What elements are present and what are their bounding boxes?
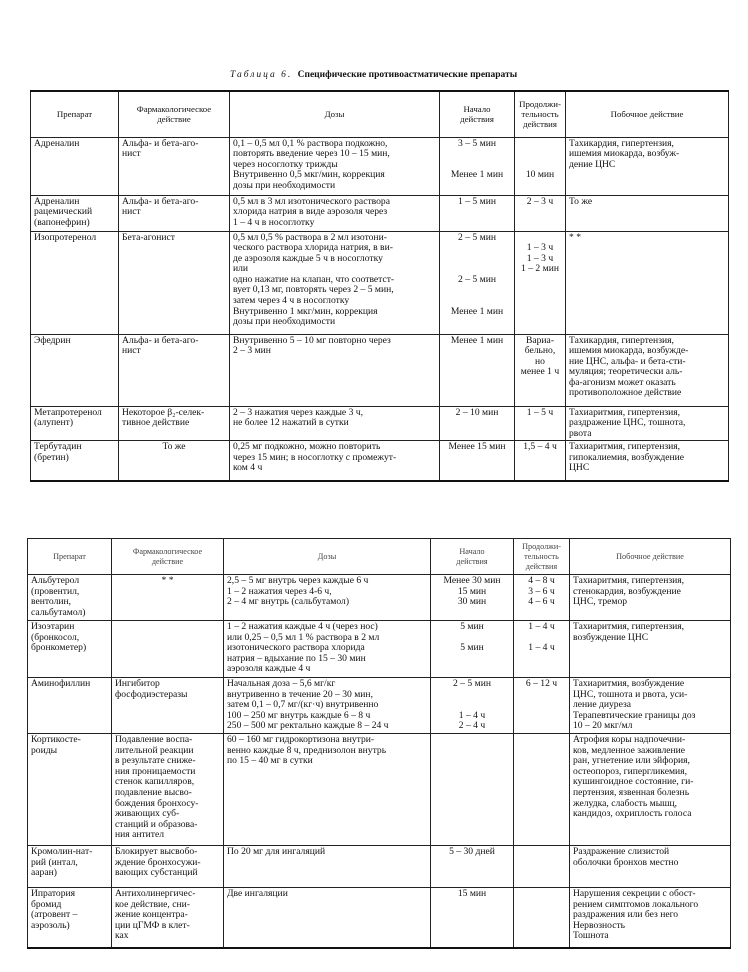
header-duration: Продолжи- тельность действия (515, 91, 566, 137)
pharmacological-action: Ингибитор фосфодиэстеразы (112, 678, 224, 734)
drug-name: Ипратория бромид (атровент – аэрозоль) (28, 888, 112, 948)
drug-name: Адреналин (31, 137, 119, 195)
onset: 5 – 30 дней (431, 846, 514, 888)
side-effects: * * (566, 231, 729, 334)
header-doses: Дозы (230, 91, 440, 137)
pharmacological-action: То же (119, 441, 230, 481)
doses: Начальная доза – 5,6 мг/кг внутривенно в течение 20 – 30 мин, затем 0,1 – 0,7 мг/(кг·ч) внутривенно 100 – 250 мг внутрь каждые 6 – 8 ч 250 – 500 мг ректально каждые 8 – 24 ч (224, 678, 431, 734)
side-effects: Нарушения секреции с обост- рением симптомов локального раздражения или без него Нервозность Тошнота (570, 888, 731, 948)
drug-name: Кромолин-нат- рий (интал, ааран) (28, 846, 112, 888)
doses: 60 – 160 мг гидрокортизона внутри- венно каждые 8 ч, преднизолон внутрь по 15 – 40 мг в сутки (224, 734, 431, 846)
drug-name: Аминофиллин (28, 678, 112, 734)
doses: 0,5 мл в 3 мл изотонического раствора хлорида натрия в виде аэрозоля через 1 – 4 ч в носоглотку (230, 195, 440, 231)
table-row (31, 334, 729, 406)
duration: 1 – 4 ч 1 – 4 ч (514, 621, 570, 678)
side-effects: Тахиаритмия, гипертензия, раздражение ЦНС, тошнота, рвота (566, 406, 729, 441)
onset: 5 мин 5 мин (431, 621, 514, 678)
doses: 0,1 – 0,5 мл 0,1 % раствора подкожно, повторять введение через 10 – 15 мин, через носоглотку трижды Внутривенно 0,5 мкг/мин, коррекция дозы при необходимости (230, 137, 440, 195)
doses: 2 – 3 нажатия через каждые 3 ч, не более 12 нажатий в сутки (230, 406, 440, 441)
doses: 0,5 мл 0,5 % раствора в 2 мл изотони- ческого раствора хлорида натрия, в ви- де аэрозоля каждые 5 ч в носоглотку или одно нажатие на клапан, что соответст- вует 0,13 мг, повторять через 2 – 5 мин, затем через 4 ч в носоглотку Внутривенно 1 мкг/мин, коррекция дозы при необходимости (230, 231, 440, 334)
doses: 0,25 мг подкожно, можно повторить через 15 мин; в носоглотку с промежут- ком 4 ч (230, 441, 440, 481)
duration (514, 846, 570, 888)
header-action: Фармакологическое действие (119, 91, 230, 137)
side-effects: Тахиаритмия, возбуждение ЦНС, тошнота и рвота, уси- ление диуреза Терапевтические границы доз 10 – 20 мкг/мл (570, 678, 731, 734)
caption-lead: Таблица 6. (230, 70, 293, 80)
doses: 1 – 2 нажатия каждые 4 ч (через нос) или 0,25 – 0,5 мл 1 % раствора в 2 мл изотонического раствора хлорида натрия – вдыхание по 15 – 30 мин аэрозоля каждые 4 ч (224, 621, 431, 678)
duration: 1,5 – 4 ч (515, 441, 566, 481)
drug-table-part-2 (27, 538, 731, 949)
table-row (28, 846, 731, 888)
doses: 2,5 – 5 мг внутрь через каждые 6 ч 1 – 2 нажатия через 4-6 ч, 2 – 4 мг внутрь (сальбутамол) (224, 575, 431, 621)
doses: Две ингаляции (224, 888, 431, 948)
onset (431, 734, 514, 846)
table-row (31, 231, 729, 334)
duration: Вариа- бельно, но менее 1 ч (515, 334, 566, 406)
pharmacological-action: Подавление воспа- лительной реакции в результате сниже- ния проницаемости стенок капилляров, подавление высво- бождения бронхосу- живающих суб- станций и образова- ния антител (112, 734, 224, 846)
side-effects: Раздражение слизистой оболочки бронхов местно (570, 846, 731, 888)
drug-name: Изоэтарин (бронкосол, бронкометер) (28, 621, 112, 678)
drug-name: Кортикосте- роиды (28, 734, 112, 846)
side-effects: Атрофия коры надпочечни- ков, медленное заживление ран, угнетение или эйфория, остеопороз, гипергликемия, кушингоидное состояние, ги- пертензия, язвенная болезнь желудка, слабость мышц, кандидоз, охриплость голоса (570, 734, 731, 846)
header-drug: Препарат (31, 91, 119, 137)
pharmacological-action: * * (112, 575, 224, 621)
header-drug: Препарат (28, 539, 112, 575)
doses: Внутривенно 5 – 10 мг повторно через 2 – 3 мин (230, 334, 440, 406)
drug-name: Альбутерол (провентил, вентолин, сальбутамол) (28, 575, 112, 621)
duration (514, 888, 570, 948)
header-onset: Начало действия (440, 91, 515, 137)
drug-name: Метапротеренол (алупент) (31, 406, 119, 441)
header-onset: Начало действия (431, 539, 514, 575)
onset: Менее 30 мин 15 мин 30 мин (431, 575, 514, 621)
table-row (28, 734, 731, 846)
duration: 10 мин (515, 137, 566, 195)
table-row (31, 195, 729, 231)
doses: По 20 мг для ингаляций (224, 846, 431, 888)
header-row (28, 539, 731, 575)
table-row (28, 621, 731, 678)
drug-name: Эфедрин (31, 334, 119, 406)
pharmacological-action: Альфа- и бета-аго- нист (119, 137, 230, 195)
pharmacological-action: Некоторое β₂-селек- тивное действие (119, 406, 230, 441)
header-row (31, 91, 729, 137)
drug-table-part-1 (30, 90, 729, 482)
table-row (28, 678, 731, 734)
side-effects: Тахиаритмия, гипертензия, стенокардия, возбуждение ЦНС, тремор (570, 575, 731, 621)
onset: Менее 15 мин (440, 441, 515, 481)
header-side-effects: Побочное действие (566, 91, 729, 137)
duration (514, 734, 570, 846)
duration: 1 – 3 ч 1 – 3 ч 1 – 2 мин (515, 231, 566, 334)
caption-title: Специфические противоастматические препараты (297, 70, 518, 80)
pharmacological-action: Блокирует высвобо- ждение бронхосужи- вающих субстанций (112, 846, 224, 888)
drug-name: Тербутадин (бретин) (31, 441, 119, 481)
onset: 15 мин (431, 888, 514, 948)
side-effects: То же (566, 195, 729, 231)
pharmacological-action: Антихолинергичес- кое действие, сни- жение концентра- ции цГМФ в клет- ках (112, 888, 224, 948)
duration: 1 – 5 ч (515, 406, 566, 441)
table-row (28, 575, 731, 621)
side-effects: Тахикардия, гипертензия, ишемия миокарда, возбуж- дение ЦНС (566, 137, 729, 195)
side-effects: Тахиаритмия, гипертензия, возбуждение ЦНС (570, 621, 731, 678)
onset: 1 – 5 мин (440, 195, 515, 231)
onset: 2 – 5 мин 1 – 4 ч 2 – 4 ч (431, 678, 514, 734)
pharmacological-action: Альфа- и бета-аго- нист (119, 334, 230, 406)
duration: 2 – 3 ч (515, 195, 566, 231)
pharmacological-action (112, 621, 224, 678)
table-row (28, 888, 731, 948)
header-duration: Продолжи- тельность действия (514, 539, 570, 575)
table-row (31, 137, 729, 195)
onset: 2 – 5 мин 2 – 5 мин Менее 1 мин (440, 231, 515, 334)
onset: 3 – 5 мин Менее 1 мин (440, 137, 515, 195)
pharmacological-action: Бета-агонист (119, 231, 230, 334)
side-effects: Тахикардия, гипертензия, ишемия миокарда, возбужде- ние ЦНС, альфа- и бета-сти- муляция; теоретически аль- фа-агонизм может оказать противоположное действие (566, 334, 729, 406)
header-doses: Дозы (224, 539, 431, 575)
table-row (31, 406, 729, 441)
pharmacological-action: Альфа- и бета-аго- нист (119, 195, 230, 231)
table-row (31, 441, 729, 481)
drug-name: Изопротеренол (31, 231, 119, 334)
onset: 2 – 10 мин (440, 406, 515, 441)
duration: 6 – 12 ч (514, 678, 570, 734)
drug-name: Адреналин рацемический (вапонефрин) (31, 195, 119, 231)
header-action: Фармакологическое действие (112, 539, 224, 575)
duration: 4 – 8 ч 3 – 6 ч 4 – 6 ч (514, 575, 570, 621)
header-side-effects: Побочное действие (570, 539, 731, 575)
onset: Менее 1 мин (440, 334, 515, 406)
side-effects: Тахиаритмия, гипертензия, гипокалиемия, возбуждение ЦНС (566, 441, 729, 481)
table-caption (230, 70, 517, 80)
